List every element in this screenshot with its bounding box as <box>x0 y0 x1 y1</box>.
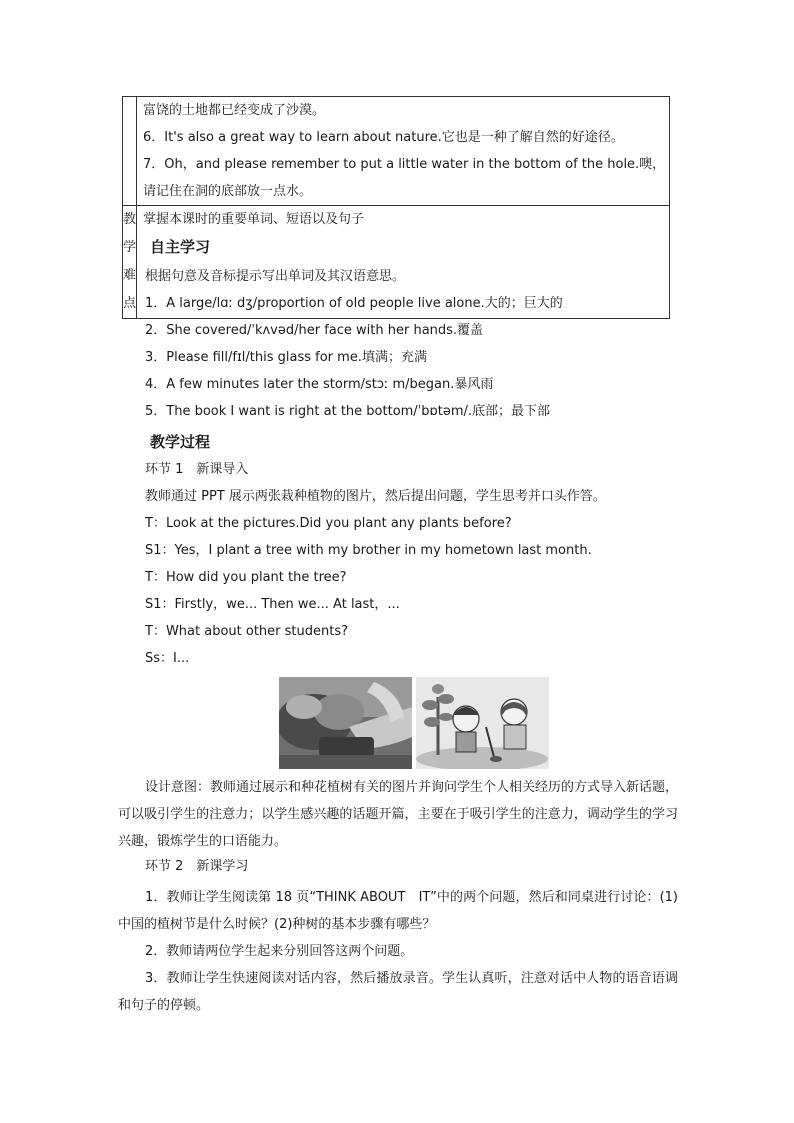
table-row <box>123 97 670 206</box>
design-intent-text: 设计意图：教师通过展示和种花植树有关的图片并询问学生个人相关经历的方式导入新话题，可以吸引学生的注意力；以学生感兴趣的话题开篇，主要在于吸引学生的注意力，调动学生的学习兴趣，锻炼学生的口语能力。 <box>118 780 679 849</box>
design-intent-paragraph <box>118 774 678 855</box>
step2-item-text: 2．教师请两位学生起来分别回答这两个问题。 <box>145 944 414 959</box>
step2-item <box>118 965 678 1019</box>
step-title: 环节 2 新课学习 <box>145 859 249 874</box>
table-cell-content: 掌握本课时的重要单词、短语以及句子 <box>137 206 670 319</box>
table-line: 富饶的土地都已经变成了沙漠。 <box>143 103 326 118</box>
vocab-item: 4．A few minutes later the storm/stɔː m/began.暴风雨 <box>145 377 494 392</box>
dialogue-line: T：How did you plant the tree? <box>145 570 347 585</box>
vocab-item: 3．Please fill/fɪl/this glass for me.填满；充满 <box>145 350 427 365</box>
step-title: 环节 1 新课导入 <box>145 462 249 477</box>
vocab-item: 5．The book I want is right at the bottom/ˈbɒtəm/.底部；最下部 <box>145 404 551 419</box>
dialogue-line: Ss：I... <box>145 651 190 666</box>
table-cell-label-empty <box>123 97 137 206</box>
step-intro: 教师通过 PPT 展示两张栽种植物的图片，然后提出问题，学生思考并口头作答。 <box>145 489 606 504</box>
step2-item <box>118 884 678 938</box>
instruction-text: 根据句意及音标提示写出单词及其汉语意思。 <box>145 269 406 284</box>
step2-item <box>118 938 678 965</box>
table-line: 请记住在洞的底部放一点水。 <box>143 184 313 199</box>
vocab-item: 2．She covered/ˈkʌvəd/her face with her hands.覆盖 <box>145 323 484 338</box>
step2-item-text: 3．教师让学生快速阅读对话内容，然后播放录音。学生认真听，注意对话中人物的语音语调和句子的停顿。 <box>118 971 678 1013</box>
tree-planting-cartoon <box>416 677 549 769</box>
dialogue-line: S1：Firstly，we... Then we... At last，... <box>145 597 400 612</box>
gardening-photo <box>279 677 412 769</box>
table-line: 6．It's also a great way to learn about nature.它也是一种了解自然的好途径。 <box>143 130 624 145</box>
section-heading-process: 教学过程 <box>150 433 211 451</box>
section-heading-self-study: 自主学习 <box>150 238 211 256</box>
table-cell-content <box>137 97 670 206</box>
step2-item-text: 1．教师让学生阅读第 18 页“THINK ABOUT IT”中的两个问题，然后和同桌进行讨论：(1)中国的植树节是什么时候？(2)种树的基本步骤有哪些？ <box>118 890 678 932</box>
table-cell-label: 教学难点 <box>123 206 137 319</box>
dialogue-line: S1：Yes，I plant a tree with my brother in my hometown last month. <box>145 543 592 558</box>
dialogue-line: T：Look at the pictures.Did you plant any plants before? <box>145 516 512 531</box>
vocab-item: 1．A large/lɑː dʒ/proportion of old people live alone.大的；巨大的 <box>145 296 563 311</box>
table-line: 7．Oh，and please remember to put a little water in the bottom of the hole.噢， <box>143 157 666 172</box>
dialogue-line: T：What about other students? <box>145 624 349 639</box>
